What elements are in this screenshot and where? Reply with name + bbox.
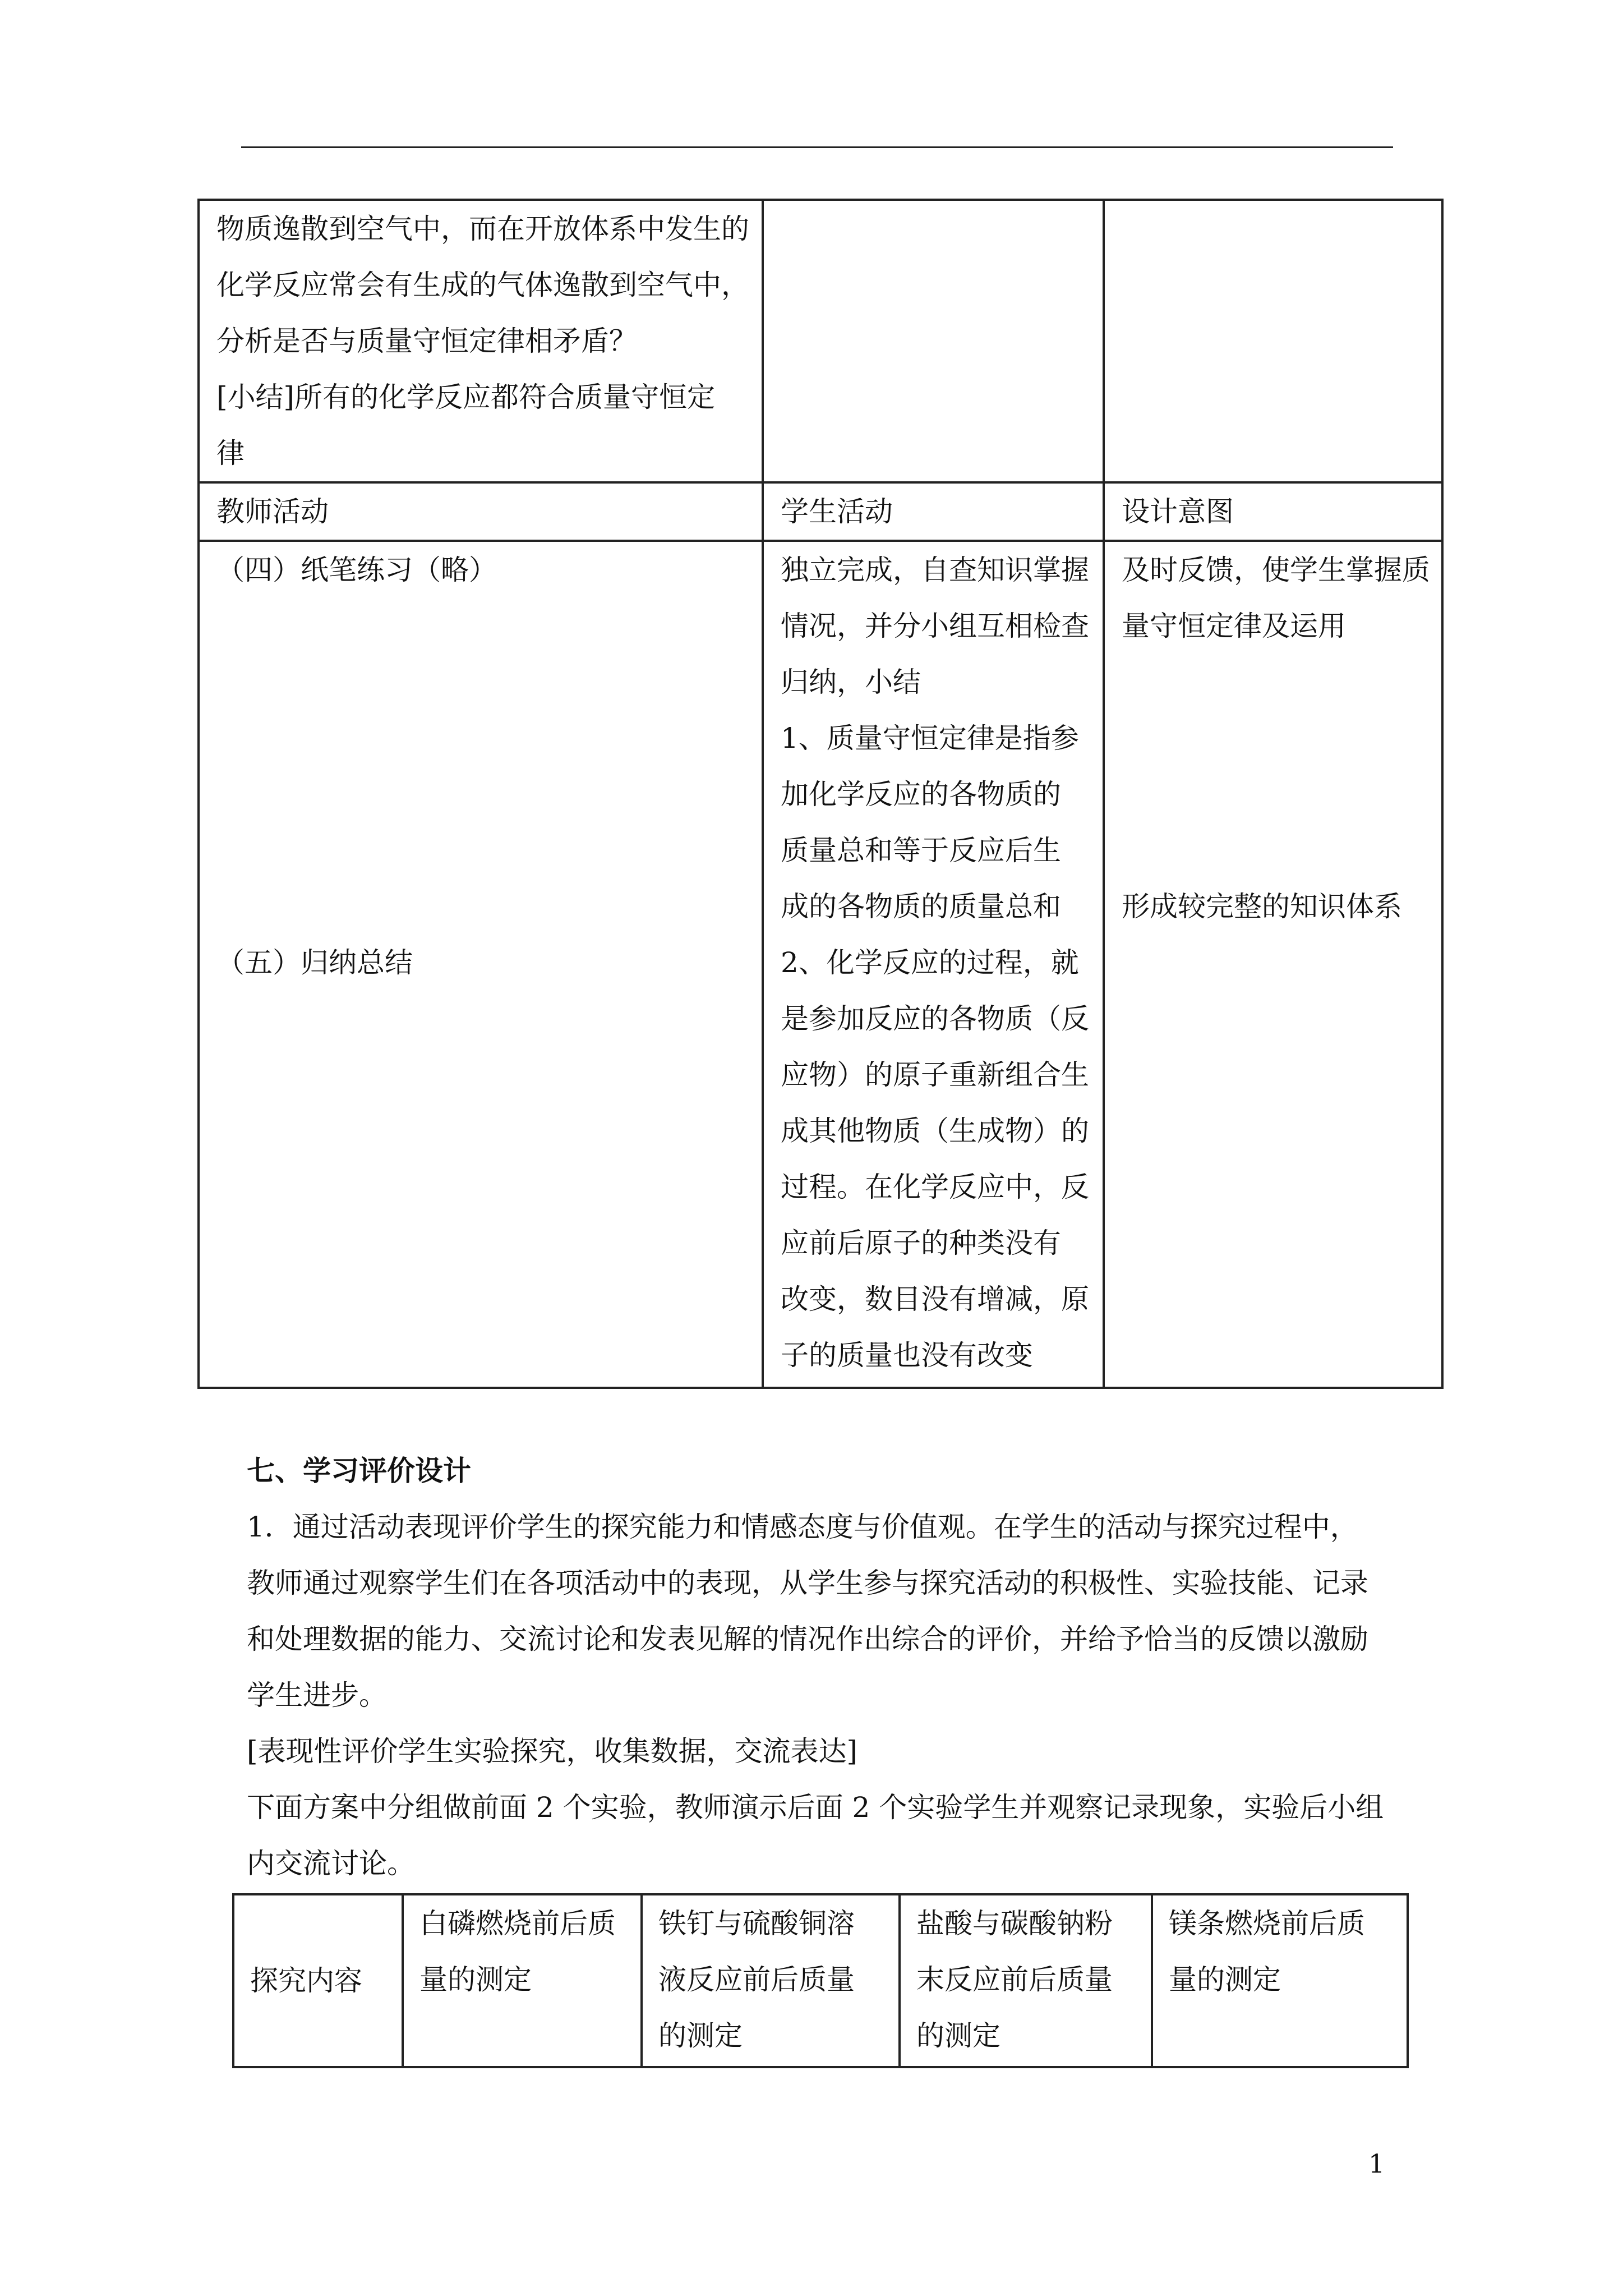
page-number: 1 (1368, 2148, 1385, 2179)
student-activity-cell: 独立完成，自查知识掌握 情况，并分小组互相检查 归纳，小结 1、质量守恒定律是指参 加化学反应的各物质的 质量总和等于反应后生 成的各物质的质量总和 2、化学反应的过程，就 是参加反应的各物质（反 应物）的原子重新组合生 成其他物质（生成物）的 过程。在化学反应中，反 应前后原子的种类没有 改变，数目没有增减，原 子的质量也没有改变 (763, 541, 1104, 1388)
design-intent-cell (1104, 200, 1442, 482)
header-rule (241, 146, 1393, 148)
design-intent-cell: 及时反馈，使学生掌握质 量守恒定律及运用 形成较完整的知识体系 (1104, 541, 1442, 1388)
teacher-activity-cell (199, 541, 763, 1388)
student-activity-cell (763, 200, 1104, 482)
column-header-teacher: 教师活动 (199, 482, 763, 541)
table-row (199, 541, 1442, 1388)
experiment-table (232, 1893, 1409, 2068)
experiment-cell: 铁钉与硫酸铜溶 液反应前后质量 的测定 (642, 1894, 900, 2067)
teacher-activity-cell: 物质逸散到空气中，而在开放体系中发生的 化学反应常会有生成的气体逸散到空气中， 分析是否与质量守恒定律相矛盾？ [小结]所有的化学反应都符合质量守恒定 律 (199, 200, 763, 482)
experiment-cell: 镁条燃烧前后质 量的测定 (1152, 1894, 1408, 2067)
row-label-cell: 探究内容 (233, 1894, 403, 2067)
exercise-step: （四）纸笔练习（略） (216, 554, 497, 586)
column-header-intent: 设计意图 (1104, 482, 1442, 541)
section-title: 七、学习评价设计 (247, 1454, 471, 1487)
table-row (233, 1894, 1408, 2067)
column-header-student: 学生活动 (763, 482, 1104, 541)
table-header-row (199, 482, 1442, 541)
table-row (199, 200, 1442, 482)
lesson-activity-table (197, 199, 1444, 1389)
evaluation-paragraph: 1．通过活动表现评价学生的探究能力和情感态度与价值观。在学生的活动与探究过程中， 教师通过观察学生们在各项活动中的表现，从学生参与探究活动的积极性、实验技能、记录 和处理数据的能力、交流讨论和发表见解的情况作出综合的评价，并给予恰当的反馈以激励 学生进步。 [表现性评价学生实验探究，收集数据，交流表达] 下面方案中分组做前面 2 个实验，教师演示后面 2 个实验学生并观察记录现象，实验后小组 内交流讨论。 (247, 1511, 1384, 1880)
experiment-cell: 盐酸与碳酸钠粉 末反应前后质量 的测定 (900, 1894, 1152, 2067)
summary-step: （五）归纳总结 (216, 946, 413, 979)
experiment-cell: 白磷燃烧前后质 量的测定 (403, 1894, 642, 2067)
